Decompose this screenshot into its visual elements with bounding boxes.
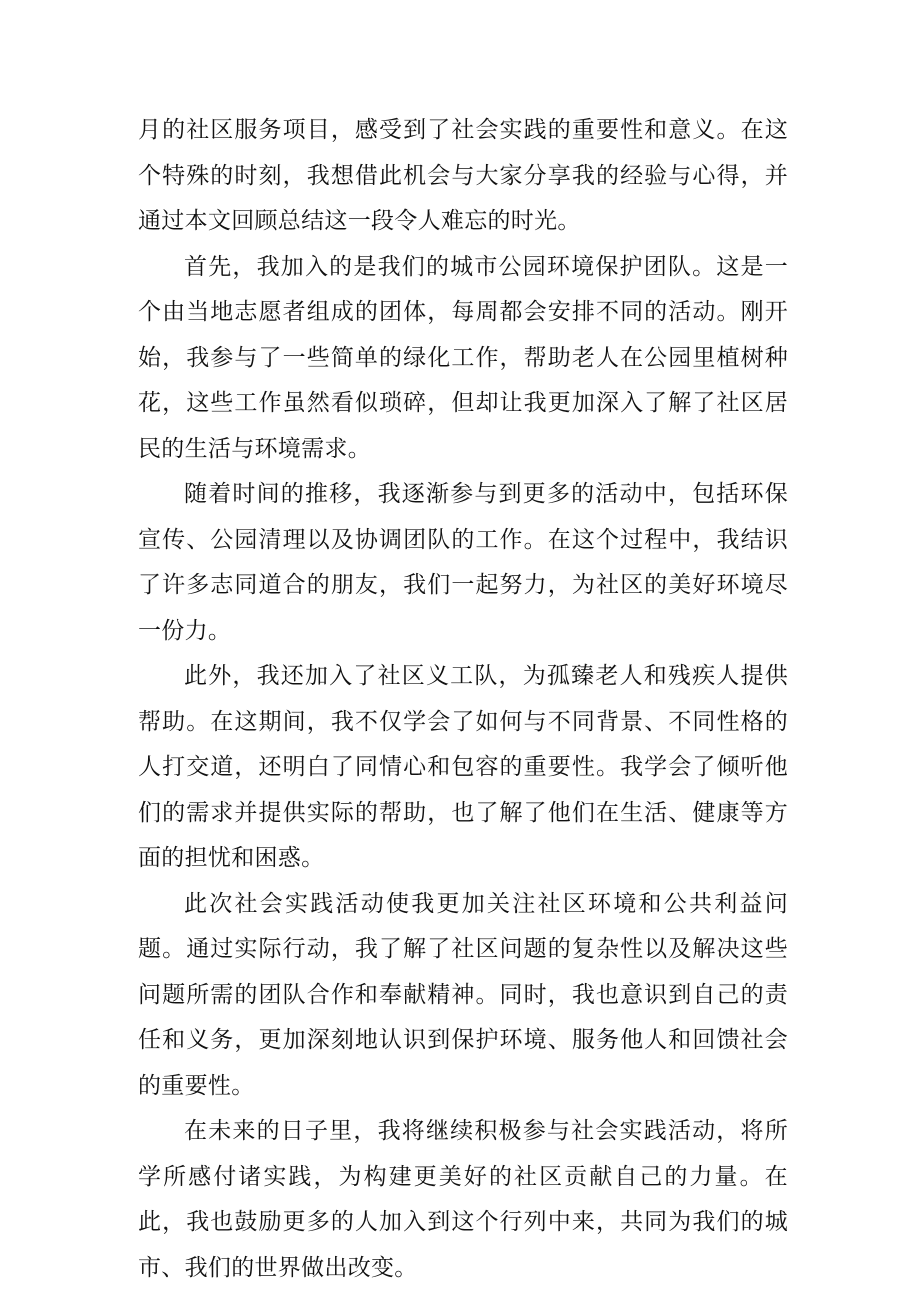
paragraph-2: 首先，我加入的是我们的城市公园环境保护团队。这是一个由当地志愿者组成的团体，每周都会安排不同的活动。刚开始，我参与了一些简单的绿化工作，帮助老人在公园里植树种花，这些工作虽然看似琐碎，但却让我更加深入了解了社区居民的生活与环境需求。 xyxy=(138,253,788,462)
paragraph-1: 月的社区服务项目，感受到了社会实践的重要性和意义。在这个特殊的时刻，我想借此机会与大家分享我的经验与心得，并通过本文回顾总结这一段令人难忘的时光。 xyxy=(138,117,788,234)
paragraph-4: 此外，我还加入了社区义工队，为孤臻老人和残疾人提供帮助。在这期间，我不仅学会了如何与不同背景、不同性格的人打交道，还明白了同情心和包容的重要性。我学会了倾听他们的需求并提供实际的帮助，也了解了他们在生活、健康等方面的担忧和困惑。 xyxy=(138,663,788,871)
document-body xyxy=(138,108,788,1291)
paragraph-6: 在未来的日子里，我将继续积极参与社会实践活动，将所学所感付诸实践，为构建更美好的社区贡献自己的力量。在此，我也鼓励更多的人加入到这个行列中来，共同为我们的城市、我们的世界做出改变。 xyxy=(138,1118,788,1281)
paragraph-5: 此次社会实践活动使我更加关注社区环境和公共利益问题。通过实际行动，我了解了社区问题的复杂性以及解决这些问题所需的团队合作和奉献精神。同时，我也意识到自己的责任和义务，更加深刻地认识到保护环境、服务他人和回馈社会的重要性。 xyxy=(138,890,788,1099)
paragraph-3: 随着时间的推移，我逐渐参与到更多的活动中，包括环保宣传、公园清理以及协调团队的工作。在这个过程中，我结识了许多志同道合的朋友，我们一起努力，为社区的美好环境尽一份力。 xyxy=(138,481,788,644)
